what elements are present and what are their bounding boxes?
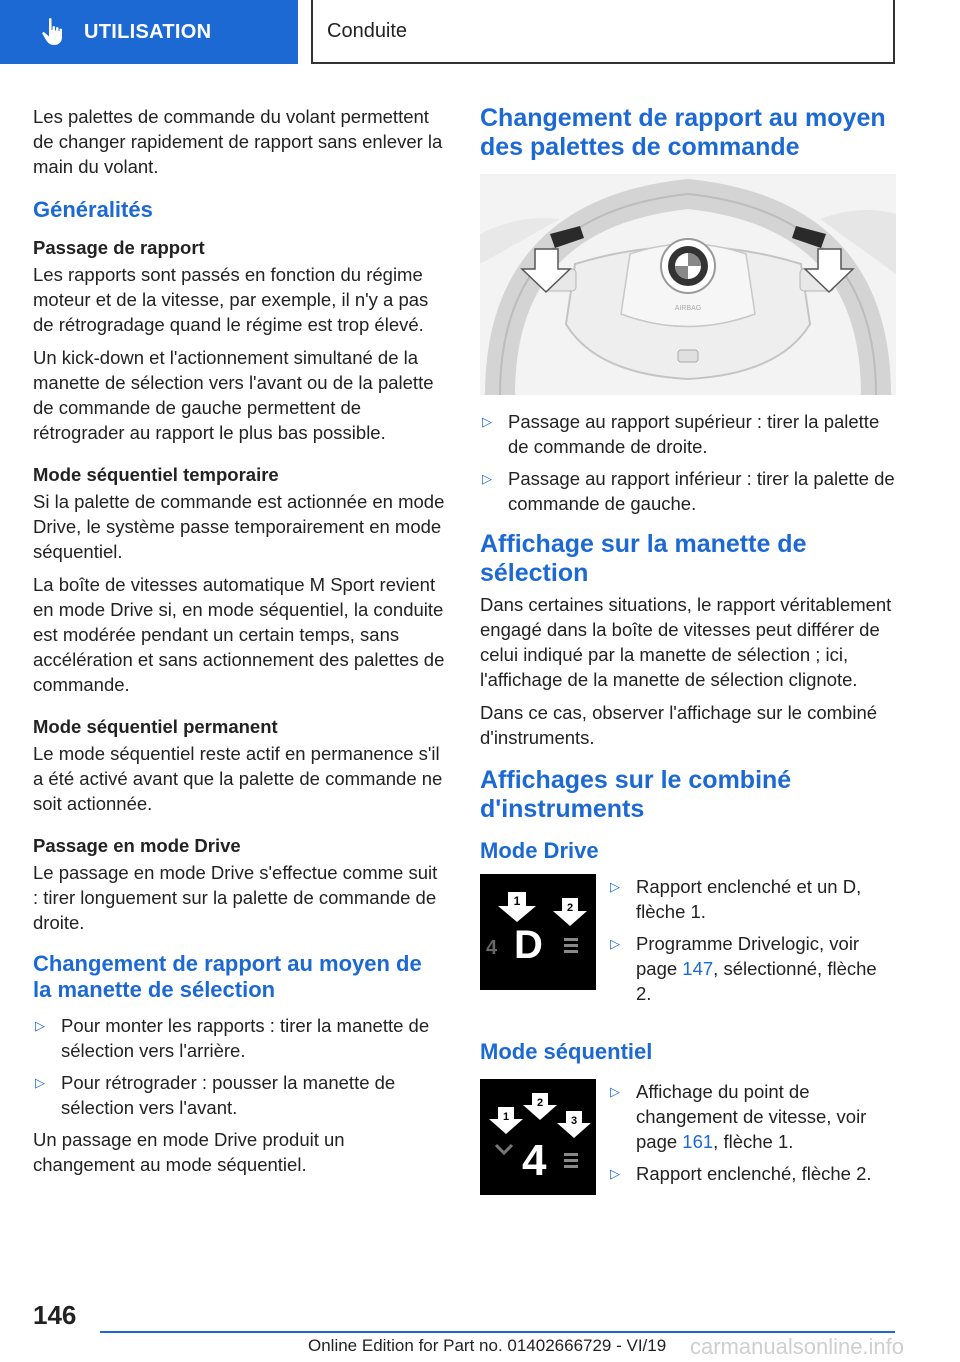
watermark: carmanualsonline.info (690, 1334, 905, 1359)
passage-text-1: Les rapports sont passés en fonction du régime moteur et de la vitesse, par exemple, il n'y a pas de rétrogradage quand le régime est trop élevé. (33, 264, 429, 335)
section-tab (0, 0, 298, 64)
heading-mode-drive: Passage en mode Drive (33, 835, 241, 856)
list-item: ▷ Pour monter les rapports : tirer la manette de sélection vers l'arrière. (35, 1015, 430, 1061)
list-item: ▷ Passage au rapport supérieur : tirer la palette de commande de droite. (482, 411, 880, 457)
chapter-header (311, 0, 895, 64)
heading-generalites: Généralités (33, 197, 153, 222)
sequentiel-block (480, 1079, 896, 1199)
temporaire-text-1: Si la palette de commande est actionnée en mode Drive, le système passe temporairement en mode séquentiel. (33, 491, 445, 562)
drive-list (608, 874, 896, 1013)
list-item: ▷ Passage au rapport inférieur : tirer la palette de commande de gauche. (482, 468, 895, 514)
triangle-bullet-icon: ▷ (482, 471, 492, 486)
heading-combine: Affichages sur le combiné d'instruments (480, 766, 792, 823)
heading-palettes: Changement de rapport au moyen des palettes de commande (480, 104, 886, 161)
manette-text: Un passage en mode Drive produit un changement au mode séquentiel. (33, 1129, 345, 1175)
sequentiel-display-image (480, 1079, 596, 1195)
triangle-bullet-icon: ▷ (35, 1075, 45, 1090)
drive-display-illustration (480, 874, 596, 990)
section-label: UTILISATION (84, 20, 212, 43)
svg-text:1: 1 (502, 1111, 510, 1123)
intro-text: Les palettes de commande du volant permettent de changer rapidement de rapport sans enlever la main du volant. (33, 106, 443, 177)
page-link-147[interactable]: 147 (682, 958, 714, 979)
heading-affichage-manette: Affichage sur la manette de sélection (480, 530, 807, 587)
affichage-text-2: Dans ce cas, observer l'affichage sur le combiné d'instruments. (480, 702, 878, 748)
svg-text:AIRBAG: AIRBAG (674, 305, 702, 312)
affichage-text-1: Dans certaines situations, le rapport véritablement engagé dans la boîte de vitesses peut différer de celui indiqué par la manette de sélection ; ici, l'affichage de la manette de sélection clignote. (480, 594, 892, 690)
manette-list (33, 1013, 445, 1120)
triangle-bullet-icon: ▷ (35, 1018, 45, 1033)
list-item: ▷ Rapport enclenché et un D, flèche 1. (610, 876, 862, 922)
right-column (480, 104, 896, 1199)
list-item: ▷ Programme Drivelogic, voir page 147, sélectionné, flèche 2. (610, 933, 877, 1004)
heading-manette: Changement de rapport au moyen de la manette de sélection (33, 951, 422, 1002)
permanent-text: Le mode séquentiel reste actif en permanence s'il a été activé avant que la palette de commande ne soit actionnée. (33, 743, 443, 814)
list-item: ▷ Rapport enclenché, flèche 2. (610, 1163, 872, 1184)
svg-text:3: 3 (570, 1115, 578, 1127)
steering-wheel-image (480, 174, 896, 395)
heading-mode-drive-right: Mode Drive (480, 838, 599, 863)
heading-passage-rapport: Passage de rapport (33, 237, 205, 258)
triangle-bullet-icon: ▷ (610, 936, 620, 951)
temporaire-text-2: La boîte de vitesses automatique M Sport revient en mode Drive si, en mode séquentiel, la conduite est modérée pendant un certain temps, sans accélération et sans actionnement des palettes de commande. (33, 574, 445, 695)
steering-wheel-illustration (480, 174, 896, 395)
palettes-list (480, 409, 896, 516)
sequentiel-display-illustration (480, 1079, 596, 1195)
svg-text:2: 2 (566, 902, 574, 914)
triangle-bullet-icon: ▷ (482, 414, 492, 429)
heading-sequentiel-temporaire: Mode séquentiel temporaire (33, 464, 279, 485)
drive-block (480, 874, 896, 1019)
triangle-bullet-icon: ▷ (610, 1166, 620, 1181)
list-item: ▷ Affichage du point de changement de vitesse, voir page 161, flèche 1. (610, 1081, 867, 1152)
chapter-label: Conduite (327, 19, 408, 42)
svg-text:D: D (514, 923, 543, 967)
svg-text:2: 2 (536, 1097, 544, 1109)
heading-mode-sequentiel: Mode séquentiel (480, 1039, 653, 1064)
left-column (33, 104, 445, 1185)
hand-pointer-icon (40, 17, 66, 47)
footer-edition: Online Edition for Part no. 01402666729 - VI/19 (308, 1336, 667, 1355)
drive-display-image (480, 874, 596, 990)
passage-text-2: Un kick-down et l'actionnement simultané de la manette de sélection vers l'avant ou de la palette de commande de gauche permettent de rétrograder au rapport le plus bas possible. (33, 347, 434, 443)
sequentiel-list (608, 1079, 896, 1193)
drive-text: Le passage en mode Drive s'effectue comme suit : tirer longuement sur la palette de commande de droite. (33, 862, 438, 933)
heading-sequentiel-permanent: Mode séquentiel permanent (33, 716, 278, 737)
page-link-161[interactable]: 161 (682, 1131, 714, 1152)
svg-text:4: 4 (522, 1136, 547, 1185)
triangle-bullet-icon: ▷ (610, 1084, 620, 1099)
footer-divider (100, 1331, 895, 1333)
svg-text:1: 1 (513, 894, 521, 908)
list-item: ▷ Pour rétrograder : pousser la manette de sélection vers l'avant. (35, 1072, 396, 1118)
svg-text:4: 4 (486, 937, 498, 959)
page-number: 146 (33, 1300, 77, 1330)
triangle-bullet-icon: ▷ (610, 879, 620, 894)
